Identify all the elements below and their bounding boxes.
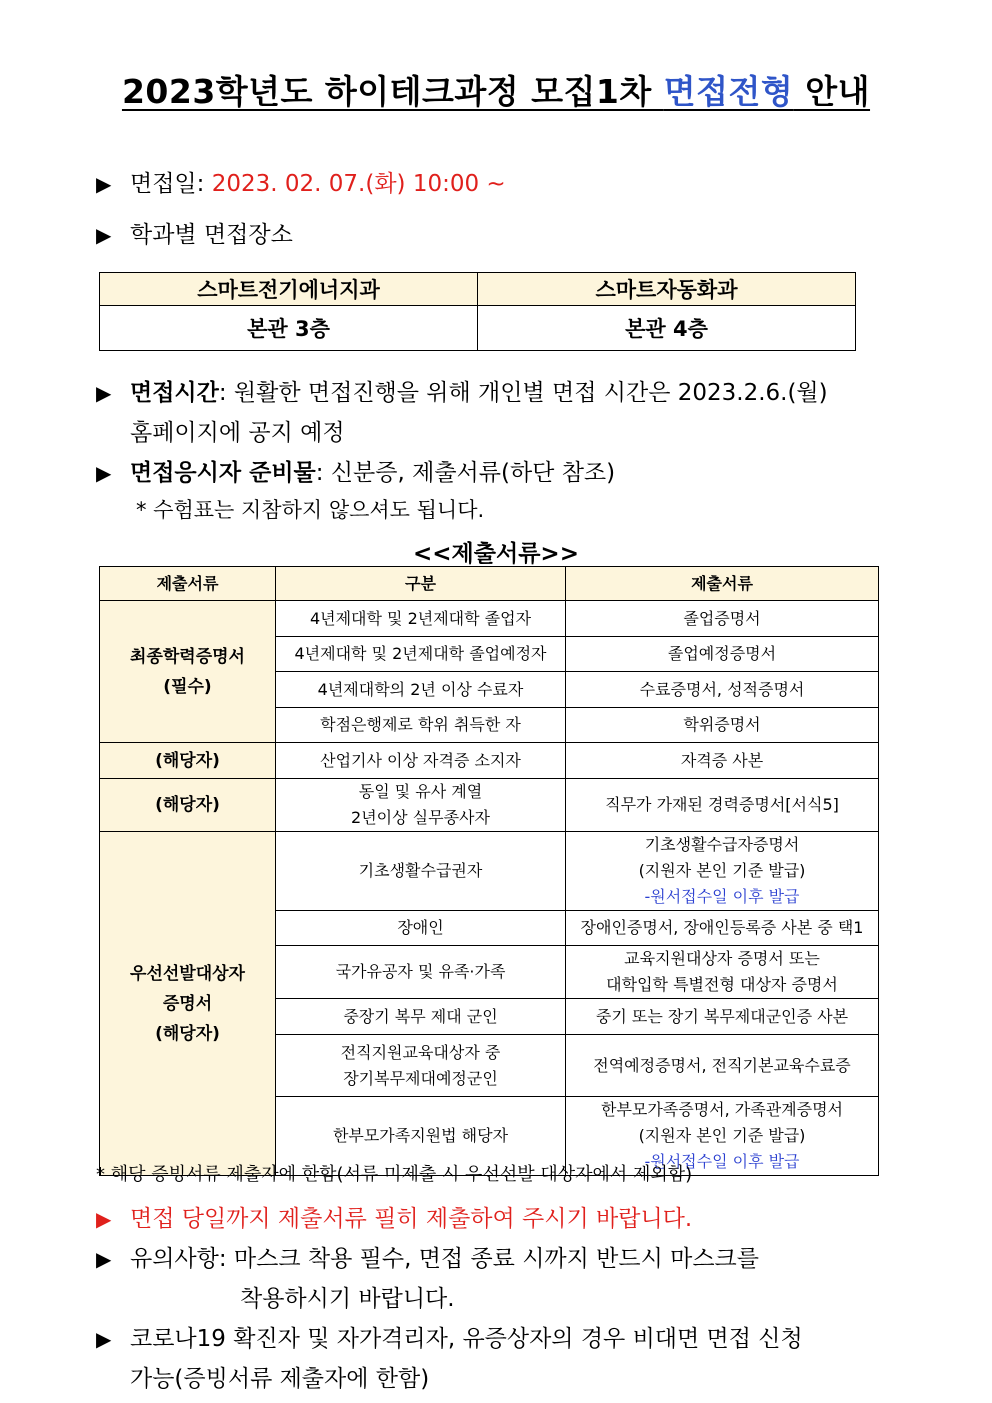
page-title bbox=[0, 66, 992, 113]
category-priority: 우선선발대상자 증명서 (해당자) bbox=[100, 832, 276, 1176]
table-row-doc: 중기 또는 장기 복무제대군인증 사본 bbox=[566, 999, 879, 1035]
table-row-doc: 한부모가족증명서, 가족관계증명서 (지원자 본인 기준 발급) -원서접수일 이후 발급 bbox=[566, 1097, 879, 1176]
category-experience: (해당자) bbox=[100, 779, 276, 832]
bullet-icon: ▶ bbox=[96, 1327, 112, 1351]
location-header-1: 스마트전기에너지과 bbox=[100, 273, 478, 306]
docs-header-3: 제출서류 bbox=[566, 567, 879, 601]
caution-line bbox=[96, 1240, 759, 1273]
interview-time-line bbox=[96, 374, 828, 407]
table-row-type: 한부모가족지원법 해당자 bbox=[276, 1097, 566, 1176]
location-table bbox=[99, 272, 856, 351]
location-value-1: 본관 3층 bbox=[100, 306, 478, 351]
bullet-icon: ▶ bbox=[96, 1207, 112, 1231]
table-row-type: 기초생활수급권자 bbox=[276, 832, 566, 911]
interview-time-label: 면접시간 bbox=[130, 380, 219, 406]
caution-text: 유의사항: 마스크 착용 필수, 면접 종료 시까지 반드시 마스크를 bbox=[130, 1246, 759, 1272]
table-row-doc: 졸업증명서 bbox=[566, 601, 879, 637]
table-row-doc: 기초생활수급자증명서 (지원자 본인 기준 발급) -원서접수일 이후 발급 bbox=[566, 832, 879, 911]
table-row-type: 4년제대학 및 2년제대학 졸업자 bbox=[276, 601, 566, 637]
table-row-type: 중장기 복무 제대 군인 bbox=[276, 999, 566, 1035]
docs-caption: <<제출서류>> bbox=[413, 541, 579, 567]
interview-date-value: 2023. 02. 07.(화) 10:00 ~ bbox=[211, 171, 506, 197]
category-certificate: (해당자) bbox=[100, 743, 276, 779]
table-row-type: 산업기사 이상 자격증 소지자 bbox=[276, 743, 566, 779]
location-header-2: 스마트자동화과 bbox=[478, 273, 856, 306]
prep-line bbox=[96, 454, 615, 487]
interview-time-line2: 홈페이지에 공지 예정 bbox=[130, 420, 345, 446]
caution-line2: 착용하시기 바랍니다. bbox=[240, 1286, 455, 1312]
table-row-type: 4년제대학의 2년 이상 수료자 bbox=[276, 672, 566, 708]
interview-date-label: 면접일: bbox=[130, 171, 212, 197]
table-row-type: 동일 및 유사 계열 2년이상 실무종사자 bbox=[276, 779, 566, 832]
table-row-doc: 수료증명서, 성적증명서 bbox=[566, 672, 879, 708]
table-row-doc: 졸업예정증명서 bbox=[566, 637, 879, 672]
covid-line2: 가능(증빙서류 제출자에 한함) bbox=[130, 1366, 430, 1392]
location-value-2: 본관 4층 bbox=[478, 306, 856, 351]
covid-text: 코로나19 확진자 및 자가격리자, 유증상자의 경우 비대면 면접 신청 bbox=[130, 1326, 803, 1352]
bullet-icon: ▶ bbox=[96, 1247, 112, 1271]
table-row-doc: 학위증명서 bbox=[566, 708, 879, 743]
interview-time-text: : 원활한 면접진행을 위해 개인별 면접 시간은 2023.2.6.(월) bbox=[218, 380, 828, 406]
title-part1: 2023학년도 하이테크과정 모집1차 bbox=[121, 72, 664, 111]
category-education: 최종학력증명서 (필수) bbox=[100, 601, 276, 743]
table-row-type: 학점은행제로 학위 취득한 자 bbox=[276, 708, 566, 743]
table-note: * 해당 증빙서류 제출자에 한함(서류 미제출 시 우선선발 대상자에서 제외함) bbox=[96, 1164, 693, 1185]
prep-text: : 신분증, 제출서류(하단 참조) bbox=[315, 460, 616, 486]
table-row-type: 전직지원교육대상자 중 장기복무제대예정군인 bbox=[276, 1035, 566, 1097]
interview-date-line bbox=[96, 165, 506, 198]
table-row-type: 국가유공자 및 유족·가족 bbox=[276, 946, 566, 999]
bullet-icon: ▶ bbox=[96, 172, 112, 196]
location-heading-line bbox=[96, 216, 293, 249]
notice-text: 면접 당일까지 제출서류 필히 제출하여 주시기 바랍니다. bbox=[130, 1206, 693, 1232]
bullet-icon: ▶ bbox=[96, 223, 112, 247]
covid-line bbox=[96, 1320, 803, 1353]
table-row-doc: 직무가 가재된 경력증명서[서식5] bbox=[566, 779, 879, 832]
table-row-doc: 자격증 사본 bbox=[566, 743, 879, 779]
title-accent: 면접전형 bbox=[663, 72, 794, 111]
docs-header-1: 제출서류 bbox=[100, 567, 276, 601]
table-row-doc: 전역예정증명서, 전직기본교육수료증 bbox=[566, 1035, 879, 1097]
documents-table bbox=[99, 566, 879, 1176]
table-row-type: 장애인 bbox=[276, 911, 566, 946]
bullet-icon: ▶ bbox=[96, 461, 112, 485]
table-row-doc: 교육지원대상자 증명서 또는 대학입학 특별전형 대상자 증명서 bbox=[566, 946, 879, 999]
table-row-type: 4년제대학 및 2년제대학 졸업예정자 bbox=[276, 637, 566, 672]
title-part2: 안내 bbox=[793, 72, 871, 111]
docs-header-2: 구분 bbox=[276, 567, 566, 601]
location-heading: 학과별 면접장소 bbox=[130, 222, 293, 248]
bullet-icon: ▶ bbox=[96, 381, 112, 405]
notice-line bbox=[96, 1200, 692, 1233]
prep-label: 면접응시자 준비물 bbox=[130, 460, 316, 486]
prep-note: * 수험표는 지참하지 않으셔도 됩니다. bbox=[136, 498, 485, 522]
table-row-doc: 장애인증명서, 장애인등록증 사본 중 택1 bbox=[566, 911, 879, 946]
